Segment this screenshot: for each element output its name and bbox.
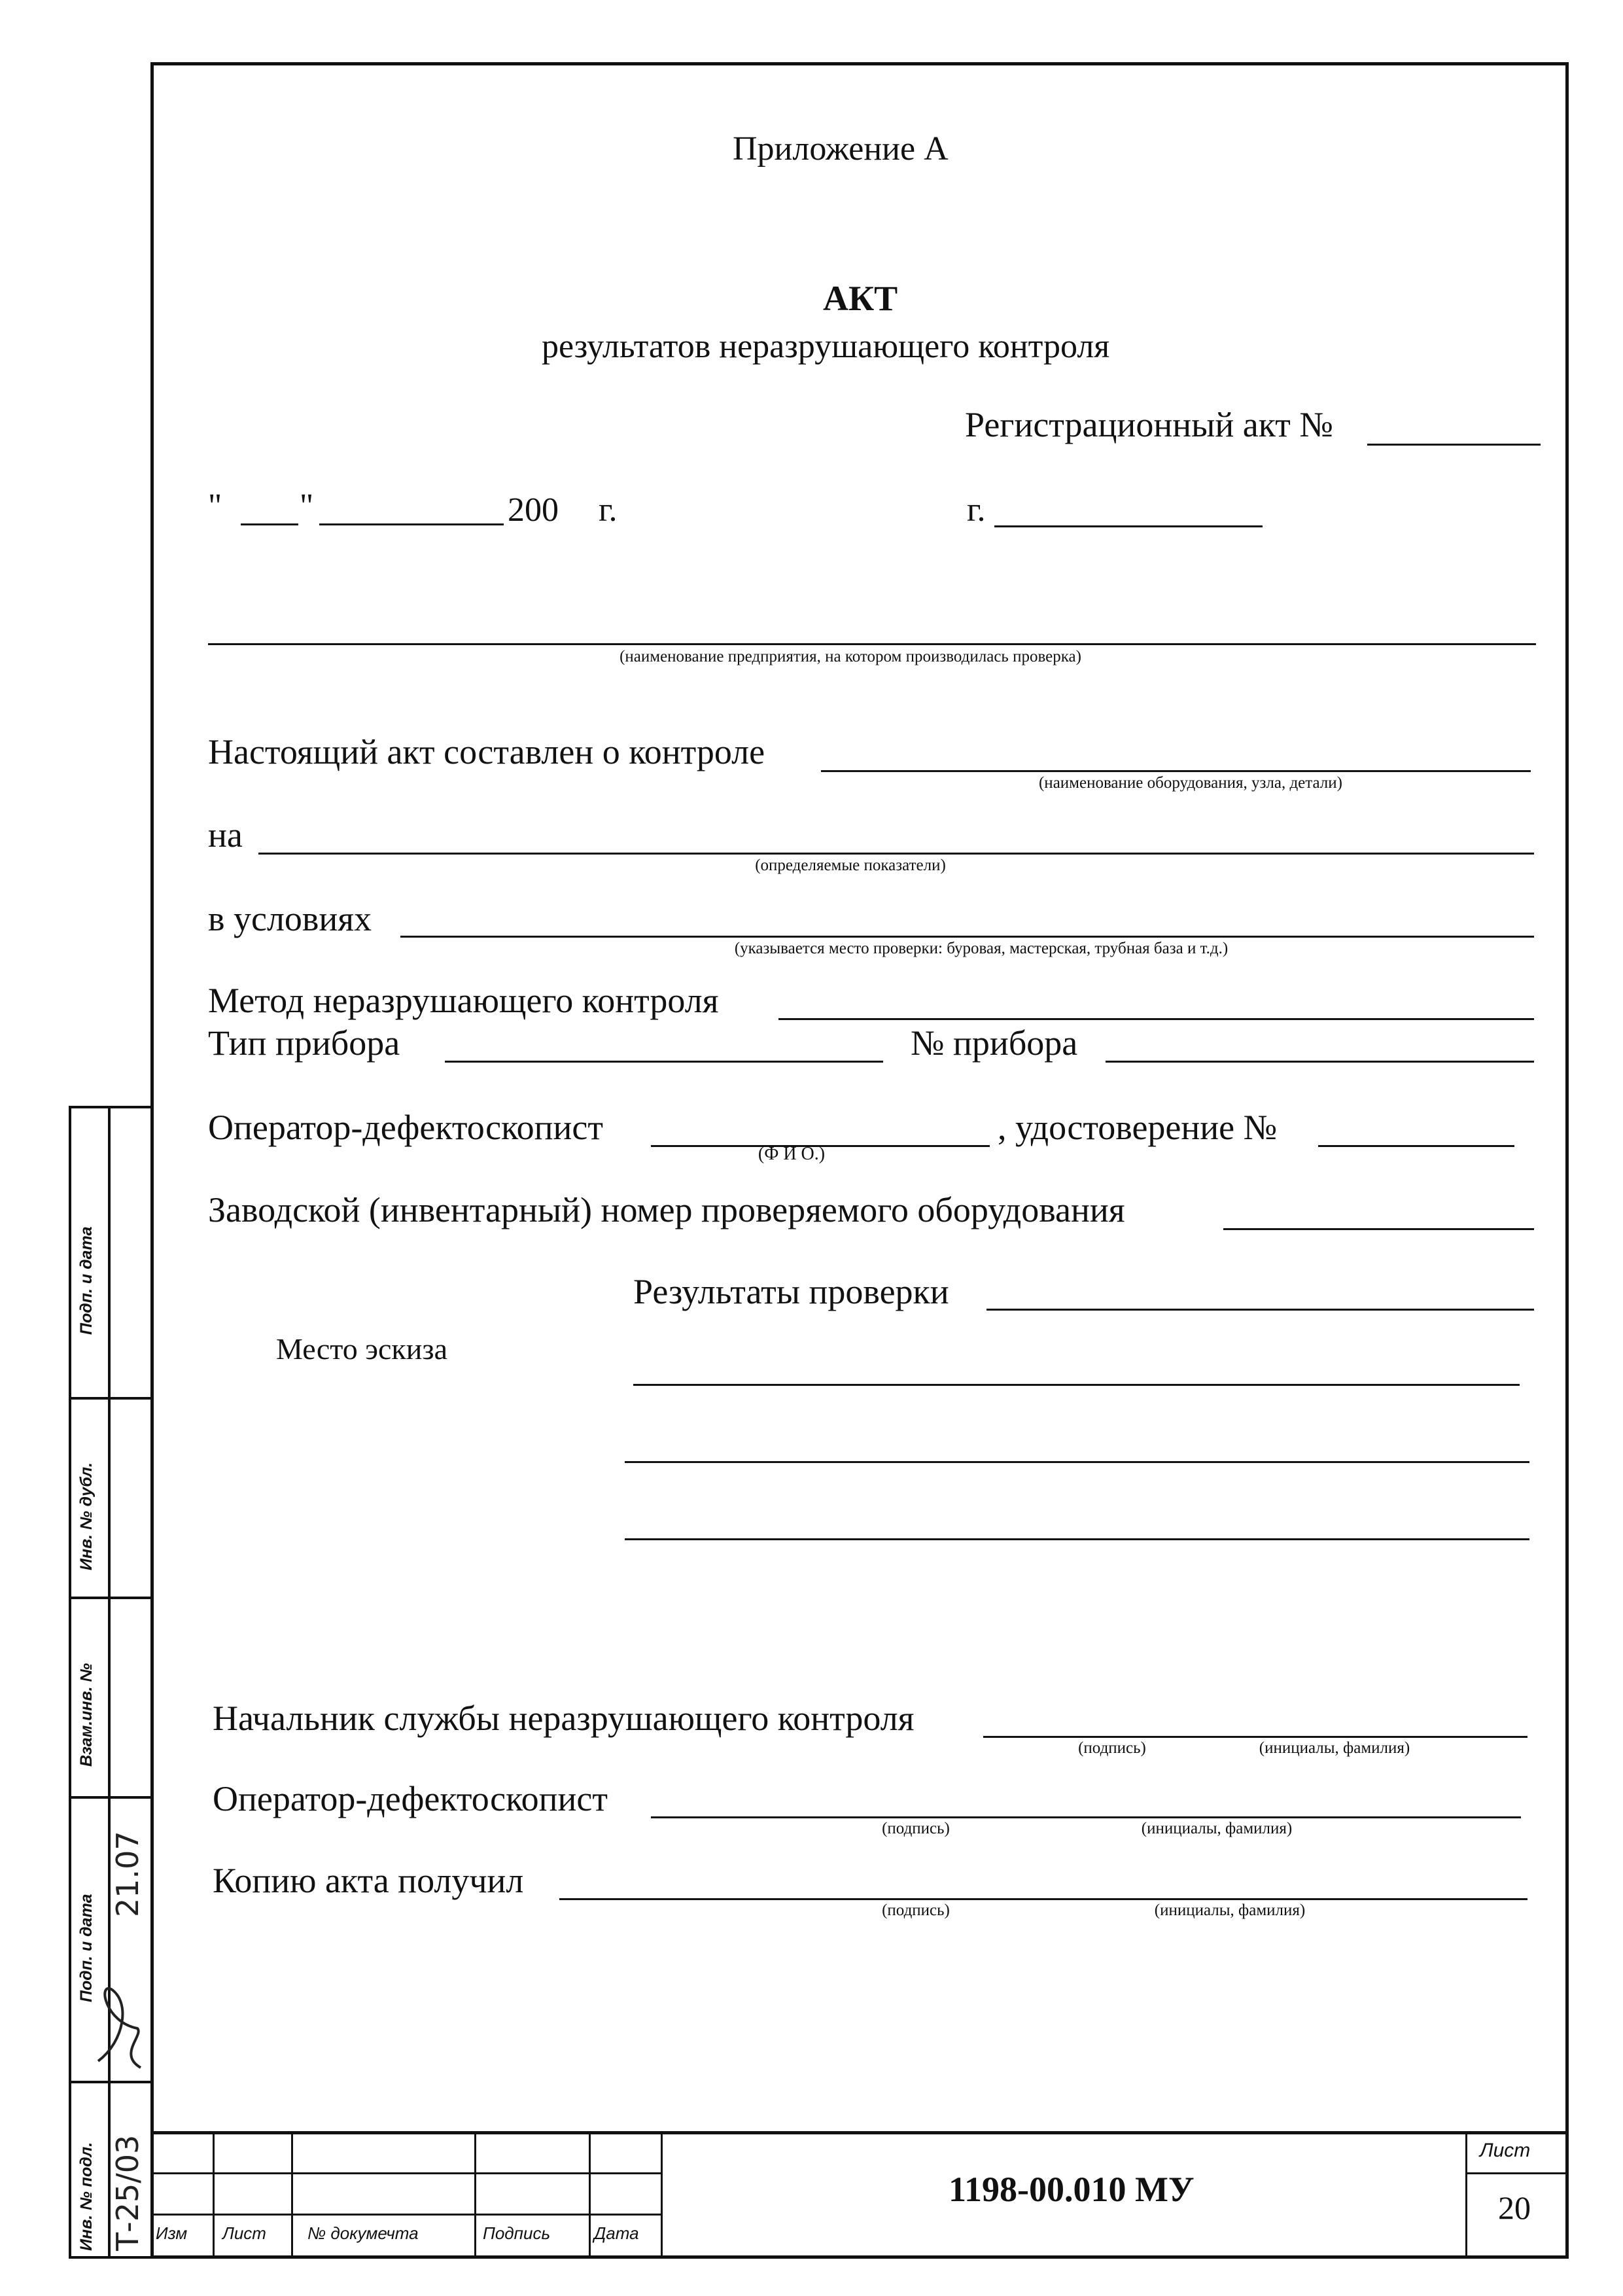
tb-row-sep-2 bbox=[150, 2214, 661, 2216]
side-stamp-row-sep-4 bbox=[69, 2081, 150, 2083]
certificate-label: , удостоверение № bbox=[998, 1108, 1278, 1147]
on-label: на bbox=[208, 815, 243, 855]
copy-label: Копию акта получил bbox=[213, 1861, 524, 1900]
conditions-label: в условиях bbox=[208, 899, 372, 938]
chief-label: Начальник службы неразрушающего контроля bbox=[213, 1699, 915, 1738]
tb-col-sep-5 bbox=[661, 2131, 663, 2259]
device-type-line bbox=[445, 1061, 883, 1063]
control-line bbox=[821, 770, 1531, 772]
tb-col-doc: № докумечта bbox=[307, 2223, 419, 2243]
side-stamp-row-sep-1 bbox=[69, 1397, 150, 1400]
serial-label: Заводской (инвентарный) номер проверяемого оборудования bbox=[208, 1190, 1125, 1229]
date-year-suffix: г. bbox=[599, 491, 618, 529]
enterprise-caption: (наименование предприятия, на котором производилась проверка) bbox=[620, 648, 1081, 665]
side-inv-orig: Инв. № подл. bbox=[77, 2142, 96, 2251]
results-line-4 bbox=[625, 1538, 1529, 1540]
operator-caption: (Ф И О.) bbox=[758, 1144, 826, 1164]
tb-col-sep-1 bbox=[213, 2131, 215, 2259]
side-sign-date-1: Подп. и дата bbox=[77, 1226, 96, 1335]
tb-row-sep-1 bbox=[150, 2172, 661, 2174]
act-title: АКТ bbox=[823, 279, 898, 318]
date-quote-open: " bbox=[208, 487, 222, 525]
conditions-caption: (указывается место проверки: буровая, мастерская, трубная база и т.д.) bbox=[734, 940, 1229, 957]
operator2-line bbox=[651, 1816, 1521, 1818]
sketch-label: Место эскиза bbox=[276, 1332, 447, 1366]
chief-sign-caption: (подпись) bbox=[1078, 1739, 1146, 1757]
date-month-line bbox=[319, 523, 504, 525]
sheet-number: 20 bbox=[1498, 2189, 1531, 2226]
handwritten-signature bbox=[85, 1963, 150, 2074]
chief-line bbox=[983, 1736, 1527, 1738]
control-label: Настоящий акт составлен о контроле bbox=[208, 732, 765, 771]
copy-name-caption: (инициалы, фамилия) bbox=[1154, 1901, 1306, 1919]
tb-col-sign: Подпись bbox=[483, 2223, 551, 2243]
on-line bbox=[258, 853, 1534, 855]
device-type-label: Тип прибора bbox=[208, 1023, 400, 1063]
reg-act-label: Регистрационный акт № bbox=[965, 405, 1333, 444]
operator2-label: Оператор-дефектоскопист bbox=[213, 1779, 608, 1818]
results-line-1 bbox=[986, 1309, 1534, 1311]
sheet-label: Лист bbox=[1480, 2140, 1531, 2161]
copy-line bbox=[559, 1898, 1527, 1900]
handwritten-inv: Т-25/03 bbox=[110, 2134, 145, 2251]
side-stamp-divider bbox=[108, 1106, 111, 2259]
side-inv-dup: Инв. № дубл. bbox=[77, 1462, 96, 1570]
control-caption: (наименование оборудования, узла, детали) bbox=[1038, 774, 1342, 792]
chief-name-caption: (инициалы, фамилия) bbox=[1259, 1739, 1410, 1757]
city-line bbox=[994, 525, 1263, 527]
copy-sign-caption: (подпись) bbox=[882, 1901, 950, 1919]
act-subtitle: результатов неразрушающего контроля bbox=[542, 328, 1110, 365]
date-quote-close: " bbox=[300, 487, 314, 525]
results-line-2 bbox=[633, 1384, 1520, 1386]
conditions-line bbox=[400, 936, 1534, 938]
tb-col-sep-6 bbox=[1465, 2131, 1467, 2259]
on-caption: (определяемые показатели) bbox=[755, 857, 946, 874]
city-prefix: г. bbox=[967, 491, 986, 529]
tb-col-sep-3 bbox=[474, 2131, 476, 2259]
side-sign-date-2: Подп. и дата bbox=[77, 1894, 96, 2002]
operator-label: Оператор-дефектоскопист bbox=[208, 1108, 603, 1147]
certificate-line bbox=[1318, 1145, 1514, 1147]
tb-col-date: Дата bbox=[594, 2223, 639, 2243]
date-day-line bbox=[241, 523, 298, 525]
doc-code: 1198-00.010 МУ bbox=[949, 2170, 1195, 2209]
reg-act-line bbox=[1367, 444, 1541, 446]
tb-col-sep-2 bbox=[291, 2131, 293, 2259]
device-no-line bbox=[1106, 1061, 1534, 1063]
tb-col-list: Лист bbox=[222, 2223, 266, 2243]
operator2-name-caption: (инициалы, фамилия) bbox=[1141, 1820, 1293, 1837]
handwritten-date: 21.07 bbox=[110, 1831, 145, 1917]
date-year: 200 bbox=[508, 491, 559, 529]
tb-col-sep-4 bbox=[589, 2131, 591, 2259]
side-vzam-inv: Взам.инв. № bbox=[77, 1663, 96, 1767]
operator2-sign-caption: (подпись) bbox=[882, 1820, 950, 1837]
side-stamp-row-sep-2 bbox=[69, 1597, 150, 1599]
device-no-label: № прибора bbox=[911, 1023, 1078, 1063]
results-line-3 bbox=[625, 1461, 1529, 1463]
method-label: Метод неразрушающего контроля bbox=[208, 981, 719, 1020]
enterprise-line bbox=[208, 643, 1536, 645]
serial-line bbox=[1223, 1228, 1534, 1230]
method-line bbox=[778, 1018, 1534, 1020]
tb-col-izm: Изм bbox=[156, 2223, 188, 2243]
appendix-label: Приложение А bbox=[733, 130, 949, 168]
side-stamp-row-sep-3 bbox=[69, 1796, 150, 1799]
tb-sheet-sep bbox=[1465, 2172, 1569, 2174]
results-label: Результаты проверки bbox=[633, 1272, 949, 1311]
